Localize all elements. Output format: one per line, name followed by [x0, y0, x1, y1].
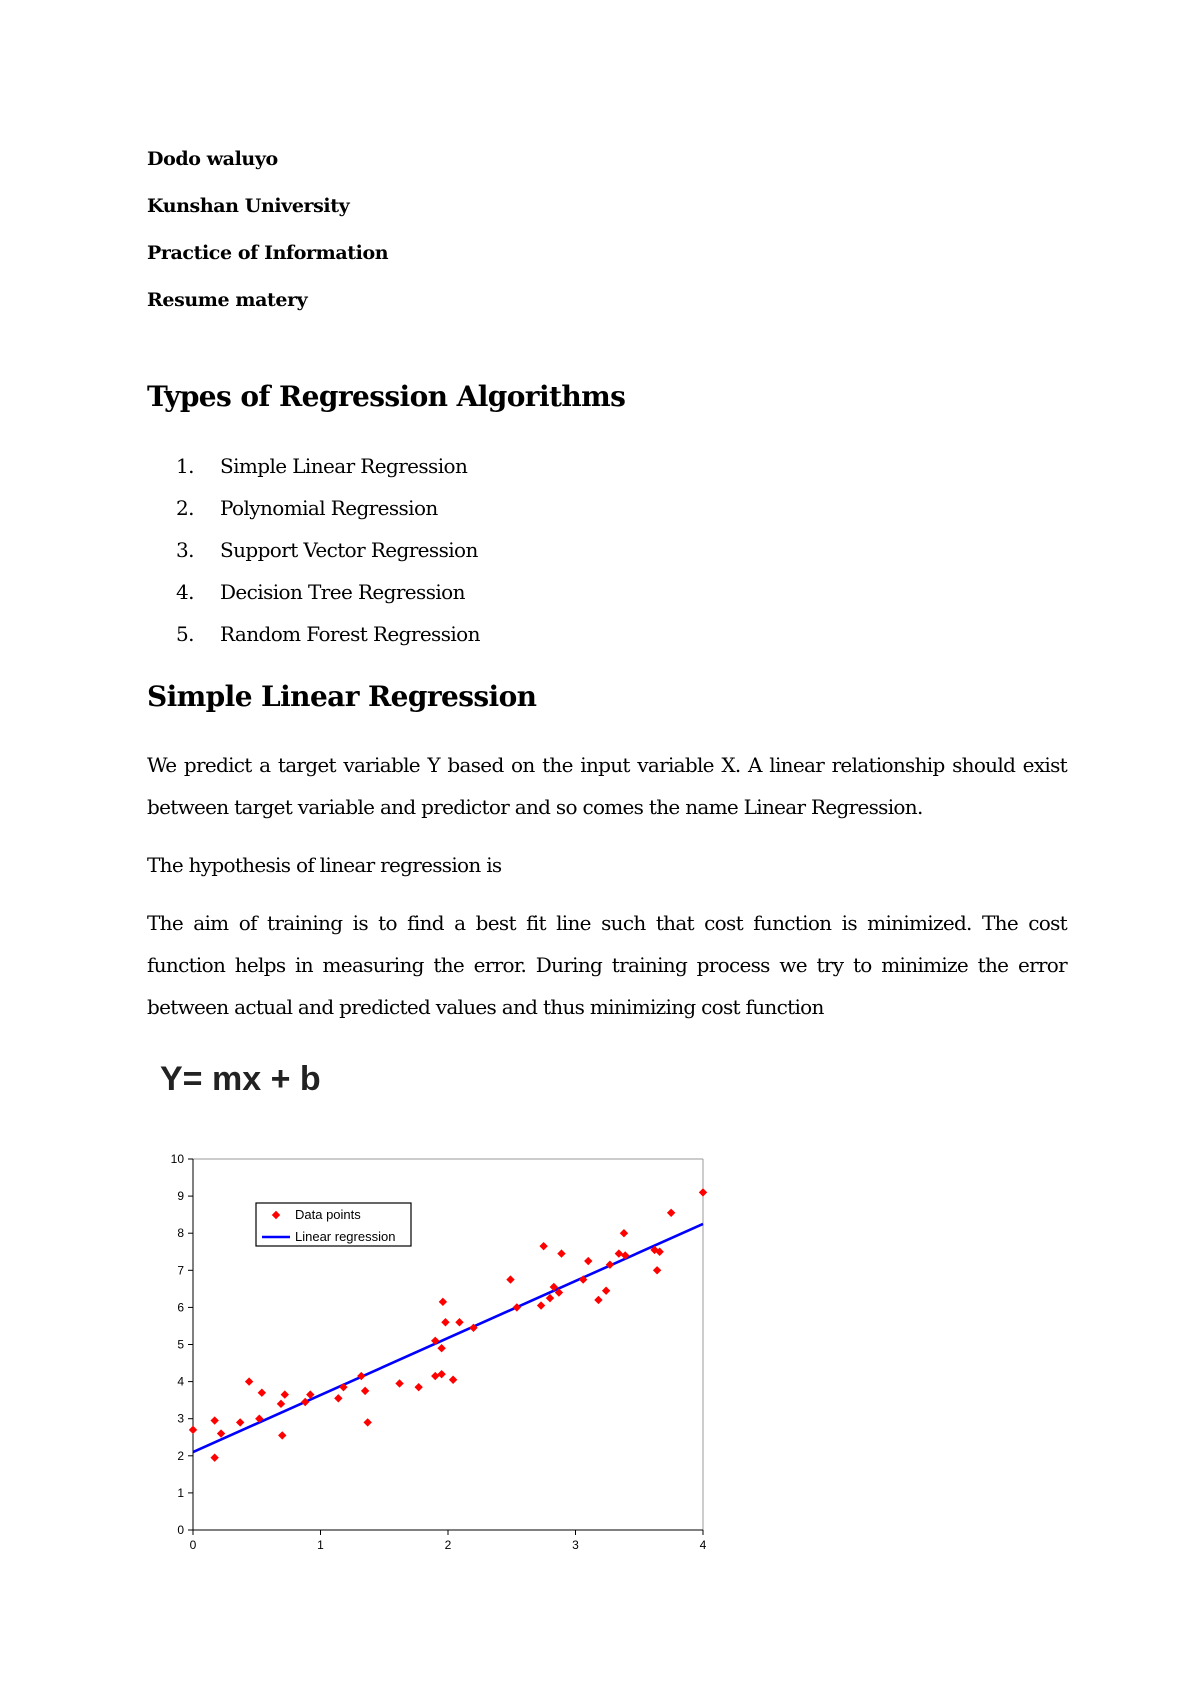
list-item: 5. Random Forest Regression	[176, 622, 480, 646]
paragraph-intro: We predict a target variable Y based on the input variable X. A linear relationship should exist between target variable and predictor and so comes the name Linear Regression.	[147, 753, 1067, 819]
y-tick-label: 10	[170, 1152, 184, 1166]
data-point	[667, 1209, 675, 1217]
data-point	[189, 1426, 197, 1434]
data-point	[334, 1394, 342, 1402]
data-point	[281, 1390, 289, 1398]
data-point	[210, 1453, 218, 1461]
y-tick-label: 6	[177, 1300, 184, 1315]
data-point	[301, 1398, 309, 1406]
data-point	[620, 1229, 628, 1237]
y-tick-label: 1	[177, 1485, 184, 1500]
data-point	[594, 1296, 602, 1304]
y-tick-label: 8	[177, 1226, 184, 1241]
list-item: 1. Simple Linear Regression	[176, 454, 468, 478]
data-point	[455, 1318, 463, 1326]
data-point	[441, 1318, 449, 1326]
x-tick-label: 0	[189, 1538, 197, 1550]
data-point	[615, 1249, 623, 1257]
data-point	[437, 1344, 445, 1352]
y-tick-label: 0	[177, 1523, 184, 1537]
data-point	[363, 1418, 371, 1426]
data-point	[546, 1294, 554, 1302]
data-point	[439, 1298, 447, 1306]
y-tick-label: 7	[177, 1263, 184, 1278]
legend-label-linear-regression: Linear regression	[295, 1229, 396, 1244]
x-tick-label: 2	[444, 1538, 452, 1550]
university-name: Kunshan University	[147, 195, 350, 217]
data-point	[699, 1188, 707, 1196]
section-title-types: Types of Regression Algorithms	[147, 380, 626, 413]
course-name: Practice of Information	[147, 242, 389, 264]
data-point	[361, 1387, 369, 1395]
data-point	[414, 1383, 422, 1391]
data-point	[557, 1249, 565, 1257]
data-point	[245, 1377, 253, 1385]
chart-legend	[256, 1203, 411, 1246]
x-tick-label: 1	[317, 1538, 324, 1550]
paragraph-training: The aim of training is to find a best fit line such that cost function is minimized. The cost function helps in measuring the error. During training process we try to minimize the error between actual and predicted values and thus minimizing cost function	[147, 911, 1067, 1019]
list-item: 4. Decision Tree Regression	[176, 580, 465, 604]
data-point	[258, 1389, 266, 1397]
data-point	[449, 1376, 457, 1384]
y-tick-label: 5	[177, 1337, 184, 1352]
x-tick-label: 3	[572, 1538, 579, 1550]
list-item: 2. Polynomial Regression	[176, 496, 438, 520]
data-point	[539, 1242, 547, 1250]
data-point	[278, 1431, 286, 1439]
data-point	[506, 1275, 514, 1283]
data-point	[236, 1418, 244, 1426]
data-point	[537, 1301, 545, 1309]
data-point	[437, 1370, 445, 1378]
section-title-simple-linear: Simple Linear Regression	[147, 680, 537, 713]
y-tick-label: 4	[177, 1374, 184, 1389]
list-item: 3. Support Vector Regression	[176, 538, 478, 562]
legend-label-data-points: Data points	[295, 1207, 361, 1222]
regression-chart	[160, 1150, 720, 1550]
x-tick-label: 4	[699, 1538, 707, 1550]
author-name: Dodo waluyo	[147, 148, 278, 170]
y-tick-label: 9	[177, 1189, 184, 1204]
regression-formula: Y= mx + b	[160, 1060, 321, 1098]
data-point	[431, 1372, 439, 1380]
data-point	[277, 1400, 285, 1408]
data-point	[584, 1257, 592, 1265]
data-point	[602, 1287, 610, 1295]
data-point	[210, 1416, 218, 1424]
y-tick-label: 2	[177, 1448, 184, 1463]
data-point	[513, 1303, 521, 1311]
data-point	[217, 1429, 225, 1437]
data-point	[653, 1266, 661, 1274]
y-tick-label: 3	[177, 1411, 184, 1426]
data-point	[395, 1379, 403, 1387]
document-note: Resume matery	[147, 289, 308, 311]
paragraph-hypothesis: The hypothesis of linear regression is	[147, 853, 502, 877]
